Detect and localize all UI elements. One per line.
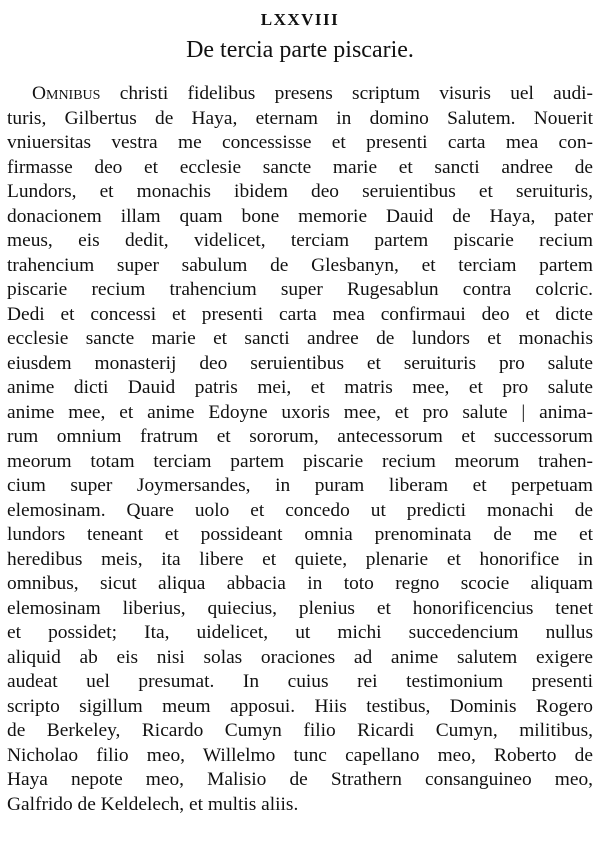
text-line	[7, 327, 593, 351]
text-line	[7, 768, 593, 792]
text-line	[7, 278, 593, 302]
text-line	[7, 254, 593, 278]
line-text: anime dicti Dauid patris mei, et matris mee, et pro salute	[7, 377, 593, 398]
line-text: aliquid ab eis nisi solas oraciones ad anime salutem exigere	[7, 646, 593, 668]
line-text: meus, eis dedit, videlicet, terciam partem piscarie recium	[7, 230, 593, 251]
line-text: Nicholao filio meo, Willelmo tunc capellano meo, Roberto de	[7, 744, 593, 766]
charter-number: LXXVIII	[260, 10, 340, 29]
text-line	[7, 180, 593, 204]
text-line	[7, 156, 593, 180]
line-text: de Berkeley, Ricardo Cumyn filio Ricardi Cumyn, militibus,	[7, 720, 593, 741]
text-line	[7, 548, 593, 572]
text-line	[7, 401, 593, 425]
text-line	[7, 450, 593, 474]
text-line	[7, 229, 593, 253]
line-text: donacionem illam quam bone memorie Dauid de Haya, pater	[7, 205, 593, 227]
text-line	[7, 303, 593, 327]
text-line	[7, 352, 593, 376]
text-line	[7, 695, 593, 719]
line-text: eiusdem monasterij deo seruientibus et seruituris pro salute	[7, 352, 593, 374]
line-text: omnibus, sicut aliqua abbacia in toto regno scocie aliquam	[7, 573, 593, 594]
text-line	[7, 205, 593, 229]
text-line	[7, 670, 593, 694]
text-line	[7, 597, 593, 621]
text-line	[7, 646, 593, 670]
text-line	[32, 82, 593, 106]
text-line	[7, 572, 593, 596]
text-line	[7, 474, 593, 498]
text-line	[7, 719, 593, 743]
line-text: et possidet; Ita, uidelicet, ut michi succedencium nullus	[7, 622, 593, 643]
line-text: audeat uel presumat. In cuius rei testimonium presenti	[7, 671, 593, 692]
line-text: Lundors, et monachis ibidem deo seruientibus et seruituris,	[7, 181, 593, 202]
line-text: Haya nepote meo, Malisio de Strathern consanguineo meo,	[7, 769, 593, 790]
text-line	[7, 744, 593, 768]
text-line	[7, 499, 593, 523]
line-text: lundors teneant et possideant omnia prenominata de me et	[7, 524, 593, 545]
text-line	[7, 131, 593, 155]
line-text: christi fidelibus presens scriptum visuris uel audi-	[100, 83, 593, 104]
line-text: ecclesie sancte marie et sancti andree de lundors et monachis	[7, 328, 593, 349]
line-text: meorum totam terciam partem piscarie recium meorum trahen-	[7, 450, 593, 472]
line-text: Dedi et concessi et presenti carta mea confirmaui deo et dicte	[7, 303, 593, 325]
line-text: trahencium super sabulum de Glesbanyn, et terciam partem	[7, 254, 593, 276]
line-text: cium super Joymersandes, in puram liberam et perpetuam	[7, 475, 593, 496]
line-text: firmasse deo et ecclesie sancte marie et sancti andree de	[7, 156, 593, 178]
text-line	[7, 376, 593, 400]
line-text: heredibus meis, ita libere et quiete, plenarie et honorifice in	[7, 548, 593, 570]
line-text: piscarie recium trahencium super Rugesablun contra colcric.	[7, 279, 593, 300]
text-line	[7, 793, 593, 817]
line-text: Galfrido de Keldelech, et multis aliis.	[7, 793, 299, 815]
line-text: vniuersitas vestra me concessisse et presenti carta mea con-	[7, 132, 593, 153]
line-text: scripto sigillum meum apposui. Hiis testibus, Dominis Rogero	[7, 695, 593, 717]
opening-word: Omnibus	[32, 83, 101, 104]
charter-title: De tercia parte piscarie.	[186, 37, 414, 63]
text-line	[7, 523, 593, 547]
text-line	[7, 107, 593, 131]
line-text: elemosinam liberius, quiecius, plenius et honorificencius tenet	[7, 597, 593, 619]
text-line	[7, 425, 593, 449]
line-text: anime mee, et anime Edoyne uxoris mee, et pro salute | anima-	[7, 401, 593, 423]
line-text: rum omnium fratrum et sororum, antecessorum et successorum	[7, 426, 593, 447]
line-text: elemosinam. Quare uolo et concedo ut predicti monachi de	[7, 499, 593, 521]
line-text: turis, Gilbertus de Haya, eternam in domino Salutem. Nouerit	[7, 107, 593, 129]
text-line	[7, 621, 593, 645]
